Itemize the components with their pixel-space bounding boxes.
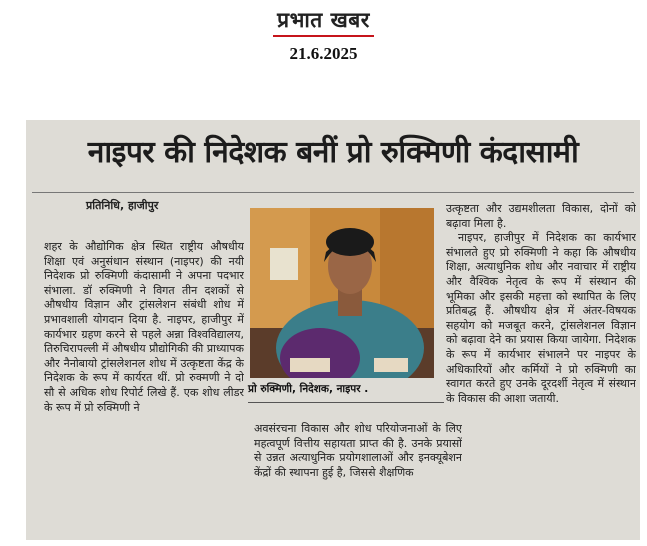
newspaper-clipping [26, 120, 640, 540]
column-3-paragraph-1: उत्कृष्टता और उद्यमशीलता विकास, दोनों को बढ़ावा मिला है. [446, 202, 636, 230]
publication-date: 21.6.2025 [289, 44, 358, 63]
headline-divider [32, 192, 634, 193]
portrait-image [250, 208, 434, 378]
caption-divider [248, 402, 444, 403]
newspaper-logo: प्रभात खबर [273, 6, 374, 37]
column-1-text: शहर के औद्योगिक क्षेत्र स्थित राष्ट्रीय औषधीय शिक्षा एवं अनुसंधान संस्थान (नाइपर) की नयी निदेशक प्रो रुक्मिणी कंदासामी ने अपना पदभार संभाला. डॉ रुक्मिणी ने विगत तीन दशकों से औषधीय विज्ञान और ट्रांसलेशन संबंधी शोध में प्रभावशाली योगदान दिया है. नाइपर, हाजीपुर में कार्यभार ग्रहण करने से पहले अन्ना विश्वविद्यालय, तिरुचिरापल्ली में औषधीय प्रौद्योगिकी की प्राध्यापक और नैनोबायो ट्रांसलेशनल शोध में उत्कृष्टता केंद्र के निदेशक के रूप में कार्यरत थीं. प्रो रुक्मणी ने दो सौ से अधिक शोध रिपोर्ट लिखे हैं. एक शोध लीडर के रूप में प्रो रुक्मिणी ने [44, 240, 244, 414]
photo-caption: प्रो रुक्मिणी, निदेशक, नाइपर . [248, 383, 369, 395]
article-byline: प्रतिनिधि, हाजीपुर [86, 199, 159, 212]
masthead [0, 6, 647, 37]
article-column-3 [446, 202, 636, 538]
article-headline: नाइपर की निदेशक बनीं प्रो रुक्मिणी कंदासामी [87, 135, 579, 170]
column-2-text: अवसंरचना विकास और शोध परियोजनाओं के लिए महत्वपूर्ण वित्तीय सहायता प्राप्त की है. उनके प्रयासों से उन्नत अत्याधुनिक प्रयोगशालाओं और इनक्यूबेशन केंद्रों की स्थापना हुई है, जिससे शैक्षणिक [254, 422, 462, 479]
article-column-1 [44, 240, 244, 536]
director-photo [250, 208, 434, 378]
article-column-2 [254, 422, 462, 538]
column-3-paragraph-2: नाइपर, हाजीपुर में निदेशक का कार्यभार संभालते हुए प्रो रुक्मिणी ने कहा कि औषधीय शिक्षा, अत्याधुनिक शोध और नवाचार में राष्ट्रीय और वैश्विक नेतृत्व के रूप में संस्थान की भूमिका और इसकी महत्ता को स्थापित के लिए प्रतिबद्ध हैं. औषधीय क्षेत्र में अंतर-विषयक सहयोग को मजबूत करने, ट्रांसलेशनल विज्ञान को बढ़ावा देने का प्रयास किया जायेगा. निदेशक के रूप में कार्यभार संभालने पर नाइपर के अधिकारियों और कर्मियों ने प्रो रुक्मिणी का स्वागत करते हुए उनके दूरदर्शी नेतृत्व में संस्थान के विकास की आशा जतायी. [446, 231, 636, 405]
